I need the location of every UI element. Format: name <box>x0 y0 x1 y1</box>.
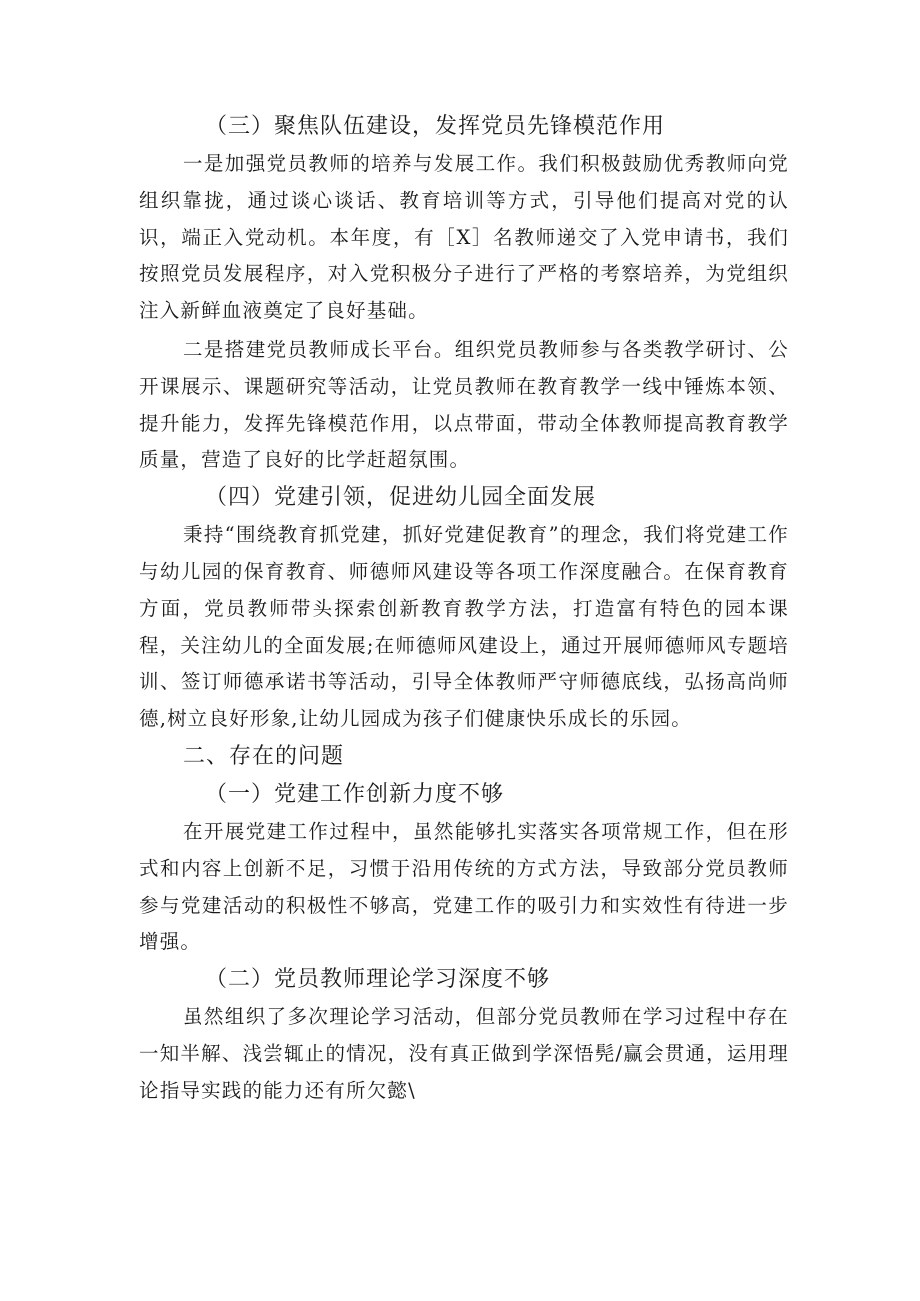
problem-2-heading: （二）党员教师理论学习深度不够 <box>205 967 551 993</box>
problem-2-paragraph: 虽然组织了多次理论学习活动，但部分党员教师在学习过程中存在一知半解、浅尝辄止的情况，没有真正做到学深悟髡/赢会贯通，运用理论指导实践的能力还有所欠懿\ <box>139 1005 789 1102</box>
section-3-paragraph-2: 二是搭建党员教师成长平台。组织党员教师参与各类教学研讨、公开课展示、课题研究等活动，让党员教师在教育教学一线中锤炼本领、提升能力，发挥先锋模范作用，以点带面，带动全体教师提高教育教学质量，营造了良好的比学赶超氛围。 <box>139 337 789 472</box>
section-3-heading: （三）聚焦队伍建设，发挥党员先锋模范作用 <box>205 114 666 139</box>
document-page <box>139 108 789 1110</box>
part-2-heading: 二、存在的问题 <box>183 743 345 769</box>
section-4-paragraph: 秉持“围绕教育抓党建，抓好党建促教育”的理念，我们将党建工作与幼儿园的保育教育、师德师风建设等各项工作深度融合。在保育教育方面，党员教师带头探索创新教育教学方法，打造富有特色的园本课程，关注幼儿的全面发展;在师德师风建设上，通过开展师德师风专题培训、签订师德承诺书等活动，引导全体教师严守师德底线，弘扬高尚师德,树立良好形象,让幼儿园成为孩子们健康快乐成长的乐园。 <box>139 523 789 731</box>
problem-1-heading: （一）党建工作创新力度不够 <box>205 781 505 807</box>
section-4-heading: （四）党建引领，促进幼儿园全面发展 <box>205 485 597 511</box>
section-3-paragraph-1: 一是加强党员教师的培养与发展工作。我们积极鼓励优秀教师向党组织靠拢，通过谈心谈话、教育培训等方式，引导他们提高对党的认识，端正入党动机。本年度，有［X］名教师递交了入党申请书，我们按照党员发展程序，对入党积极分子进行了严格的考察培养，为党组织注入新鲜血液奠定了良好基础。 <box>139 152 789 323</box>
problem-1-paragraph: 在开展党建工作过程中，虽然能够扎实落实各项常规工作，但在形式和内容上创新不足，习惯于沿用传统的方式方法，导致部分党员教师参与党建活动的积极性不够高，党建工作的吸引力和实效性有待进一步增强。 <box>139 819 789 954</box>
